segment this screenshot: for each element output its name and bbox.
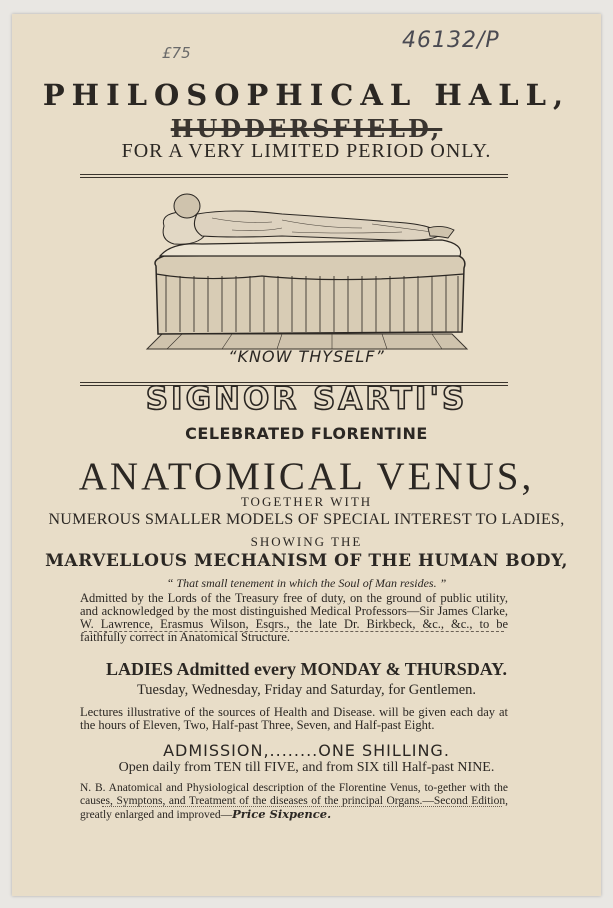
admission-price: ADMISSION,........ONE SHILLING.	[163, 741, 450, 760]
epithet-line: CELEBRATED FLORENTINE	[185, 424, 428, 443]
opening-hours: Open daily from TEN till FIVE, and from SIX till Half-past NINE.	[118, 760, 495, 775]
mechanism-line: MARVELLOUS MECHANISM OF THE HUMAN BODY,	[45, 551, 568, 571]
venue-heading: PHILOSOPHICAL HALL,	[42, 78, 571, 112]
divider-bottom	[102, 806, 502, 807]
handbill-sheet	[12, 14, 601, 896]
exhibit-title: ANATOMICAL VENUS,	[78, 455, 535, 498]
gentlemen-days: Tuesday, Wednesday, Friday and Saturday, for Gentlemen.	[136, 682, 477, 698]
price-sixpence: Price Sixpence.	[232, 807, 332, 821]
divider-top-inner	[80, 177, 508, 178]
numerous-models-line: NUMEROUS SMALLER MODELS OF SPECIAL INTEREST TO LADIES,	[48, 511, 565, 528]
showing-line: SHOWING THE	[250, 534, 363, 549]
endorsement-paragraph: Admitted by the Lords of the Treasury free of duty, on the ground of public utility, and acknowledged by the most distinguished Medical Professors—Sir James Clarke, W. Lawrence, Erasmus Wilson, Esqrs., the late Dr. Birkbeck, &c., &c., to be faithfully correct in Anatomical Structure.	[80, 591, 508, 644]
divider-top	[80, 174, 508, 175]
note-text: N. B. Anatomical and Physiological description of the Florentine Venus, to-gether with the causes, Symptons, and Treatment of the diseases of the principal Organs.—Second Edition, greatly enlarged and improved—	[80, 782, 508, 821]
together-line: TOGETHER WITH	[240, 494, 373, 509]
catalogue-number: 46132/P	[402, 28, 500, 53]
period-line: FOR A VERY LIMITED PERIOD ONLY.	[121, 140, 492, 162]
divider-dashed	[84, 631, 504, 632]
reclining-figure-illustration	[142, 184, 472, 352]
lectures-paragraph: Lectures illustrative of the sources of Health and Disease. will be given each day at the hours of Eleven, Two, Half-past Three, Seven, and Half-past Eight.	[80, 705, 508, 732]
note-paragraph	[80, 782, 508, 822]
pencil-mark: £75	[162, 44, 191, 62]
ladies-days: LADIES Admitted every MONDAY & THURSDAY.	[105, 659, 508, 679]
showman-title: SIGNOR SARTI'S	[145, 381, 468, 417]
town-heading: HUDDERSFIELD,	[170, 114, 443, 143]
illustration-caption: “KNOW THYSELF”	[228, 347, 385, 366]
soul-quote: “ That small tenement in which the Soul of Man resides. ”	[166, 576, 447, 590]
